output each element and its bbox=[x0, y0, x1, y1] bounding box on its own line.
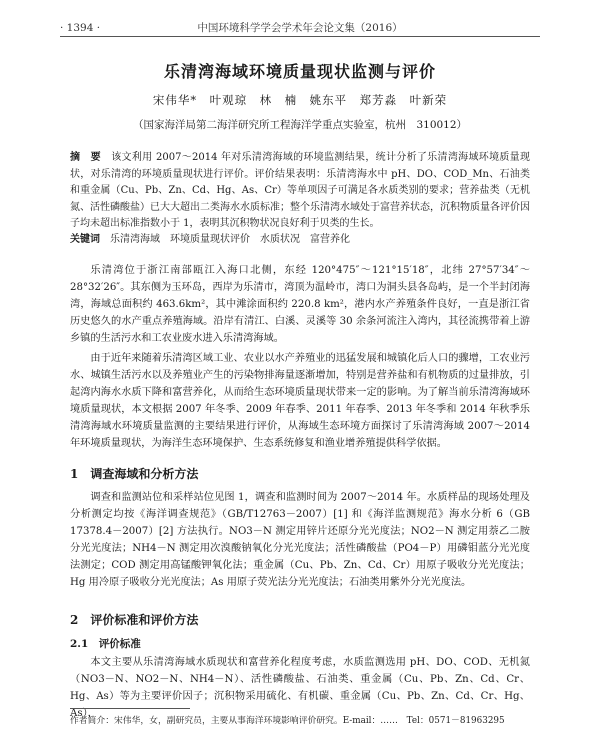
section-heading-1: 1 调查海域和分析方法 bbox=[70, 467, 199, 481]
subsection-heading-2-1: 2.1 评价标准 bbox=[70, 638, 141, 650]
author-footnote: 作者简介：宋伟华，女，副研究员，主要从事海洋环境影响评价研究。E-mail：…… Tel：0571－81963295 bbox=[70, 716, 505, 726]
footnote-rule bbox=[70, 708, 190, 709]
keywords-text: 乐清湾海域 环境质量现状评价 水质状况 富营养化 bbox=[110, 234, 350, 245]
keywords-label: 关键词 bbox=[70, 234, 100, 245]
section-heading-2: 2 评价标准和评价方法 bbox=[70, 613, 199, 627]
abstract bbox=[70, 150, 530, 233]
intro-paragraph-1: 乐清湾位于浙江南部瓯江入海口北侧，东经 120°475″～121°15′18″，北纬 27°57′34″～28°32′26″。其东侧为玉环岛，西岸为乐清市，湾顶为温岭市，湾口为洞头县各岛屿，是一个半封闭海湾，海域总面积约 463.6km²，其中滩涂面积约 220.8 km²，港内水产养殖条件良好，一直是浙江省历史悠久的水产重点养殖海域。沿岸有清江、白溪、灵溪等 30 余条河流注入湾内，其径流携带着上游乡镇的生活污水和工农业废水进入乐清湾海域。 bbox=[70, 265, 530, 344]
paper-title: 乐清湾海域环境质量现状监测与评价 bbox=[163, 62, 436, 81]
keywords bbox=[70, 232, 530, 248]
header-rule bbox=[60, 36, 540, 37]
proceedings-title: 中国环境科学学会学术年会论文集（2016） bbox=[197, 22, 403, 34]
affiliation: （国家海洋局第二海洋研究所工程海洋学重点实验室，杭州 310012） bbox=[132, 119, 468, 131]
abstract-label: 摘 要 bbox=[70, 152, 101, 163]
running-header bbox=[60, 20, 540, 35]
author-list: 宋伟华* 叶观琼 林 楠 姚东平 郑芳淼 叶新荣 bbox=[152, 93, 448, 107]
page-number: · 1394 · bbox=[60, 22, 101, 34]
abstract-text: 该文利用 2007～2014 年对乐清湾海域的环境监测结果，统计分析了乐清湾海域环境质量现状，对乐清湾的环境质量现状进行评价。评价结果表明：乐清湾海水中 pH、DO、COD_Mn、石油类和重金属（Cu、Pb、Zn、Cd、Hg、As、Cr）等单项因子可满足各水质类别的要求；营养盐类（无机氮、活性磷酸盐）已大大超出二类海水水质标准；整个乐清湾水域处于富营养状态，沉积物质量各评价因子均未超出标准指数小于 1，表明其沉积物状况良好利于贝类的生长。 bbox=[70, 152, 530, 229]
standards-paragraph: 本文主要从乐清湾海域水质现状和富营养化程度考虑，水质监测选用 pH、DO、COD、无机氮（NO3－N、NO2－N、NH4－N）、活性磷酸盐、石油类、重金属（Cu、Pb、Zn、Cd、Cr、Hg、As）等为主要评价因子；沉积物采用硫化、有机碳、重金属（Cu、Pb、Zn、Cd、Cr、Hg、As）， bbox=[70, 657, 530, 719]
intro-paragraph-2: 由于近年来随着乐清湾区域工业、农业以水产养殖业的迅猛发展和城镇化后人口的骤增，工农业污水、城镇生活污水以及养殖业产生的污染物排海量逐渐增加，特别是营养盐和有机物质的过量排放，引起湾内海水水质下降和富营养化，从而给生态环境质量现状带来一定的影响。为了解当前乐清湾海域环境质量现状，本文根据 2007 年冬季、2009 年春季、2011 年春季、2013 年冬季和 2014 年秋季乐清湾海域水环境质量监测的主要结果进行评价，从海域生态环境方面探讨了乐清湾海域 2007～2014 年环境质量现状，为海洋生态环境保护、生态系统修复和渔业增养殖提供科学依据。 bbox=[70, 353, 530, 449]
methods-paragraph: 调查和监测站位和采样站位见图 1，调查和监测时间为 2007～2014 年。水质样品的现场处理及分析测定均按《海洋调查规范》（GB/T12763－2007）[1] 和《海洋监测规范》海水分析 6（GB 17378.4－2007）[2] 方法执行。NO3－N 测定用锌片还原分光光度法；NO2－N 测定用萘乙二胺分光光度法；NH4－N 测定用次溴酸钠氧化分光光度法；活性磷酸盐（PO4－P）用磷钼蓝分光光度法测定；COD 测定用高锰酸钾氧化法；重金属（Cu、Pb、Zn、Cd、Cr）用原子吸收分光光度法；Hg 用冷原子吸收分光光度法；As 用原子荧光法分光光度法；石油类用紫外分光光度法。 bbox=[70, 492, 530, 588]
